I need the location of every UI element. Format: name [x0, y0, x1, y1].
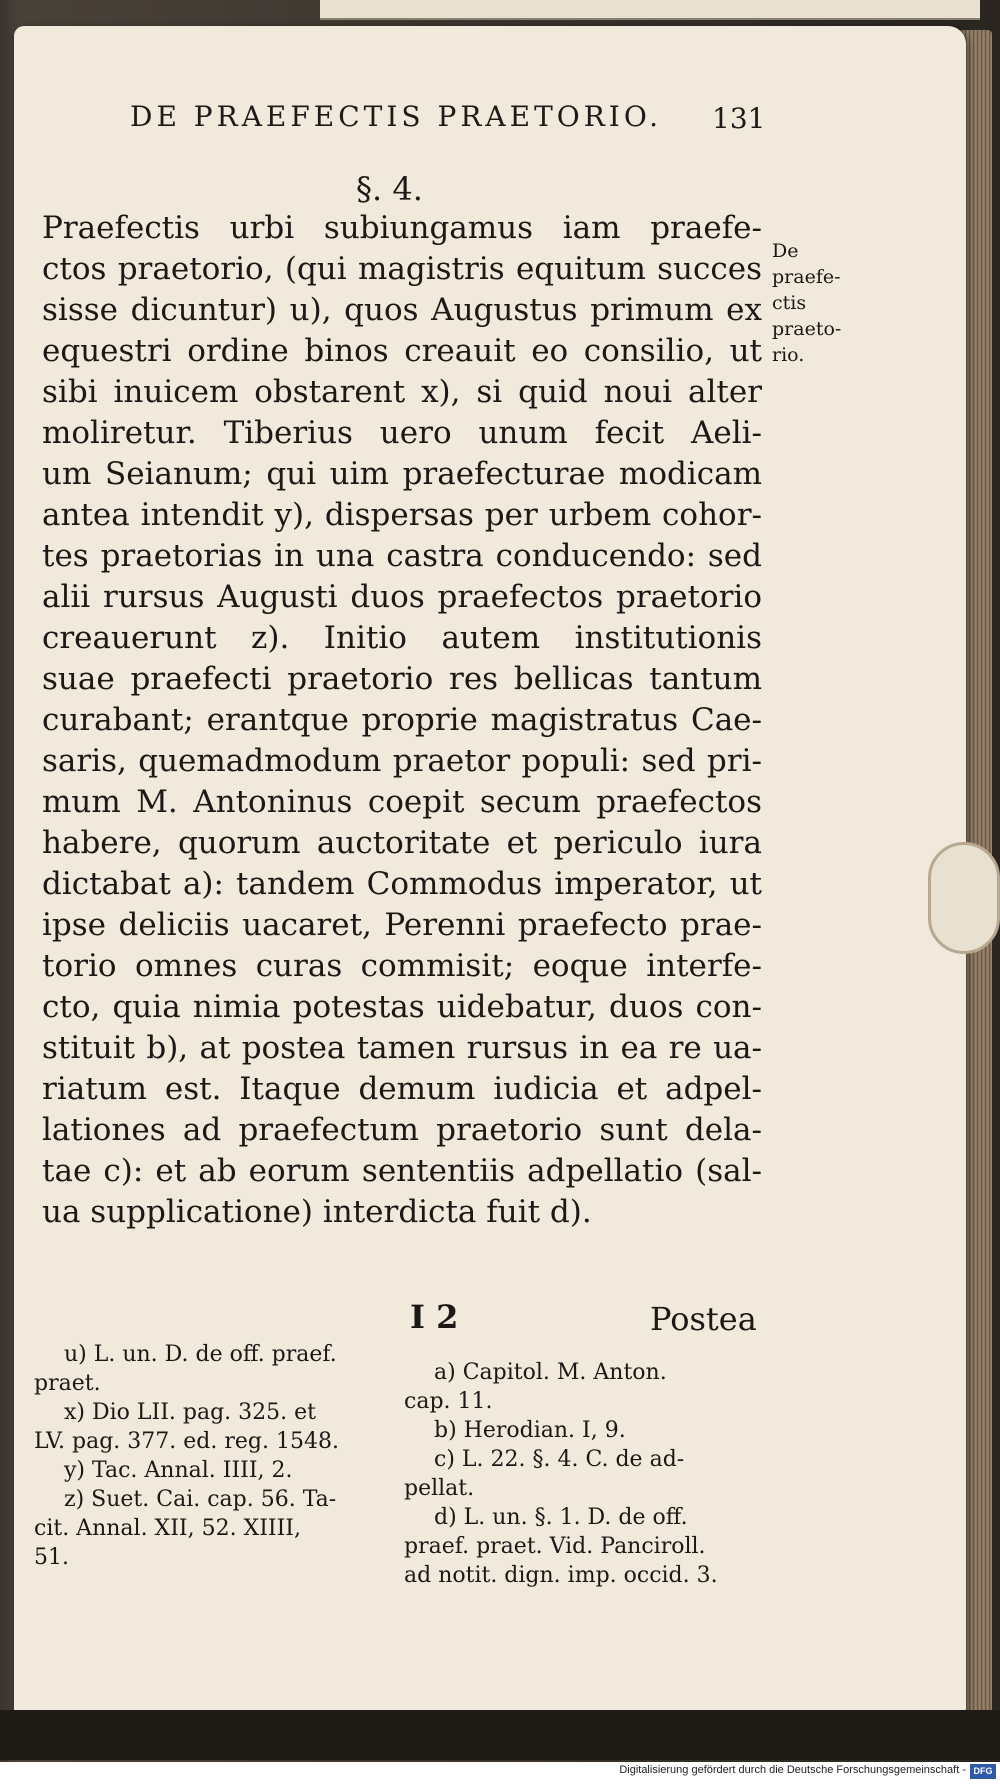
page-clasp	[928, 842, 1000, 954]
body-line: lationes ad praefectum praetorio sunt dela-	[42, 1112, 762, 1148]
footnote-line: praef. praet. Vid. Panciroll.	[404, 1534, 706, 1559]
body-line: cto, quia nimia potestas uidebatur, duos con-	[42, 989, 762, 1025]
page-number: 131	[712, 102, 766, 135]
body-text	[42, 208, 762, 1233]
footnote-line: cit. Annal. XII, 52. XIIII,	[34, 1516, 301, 1541]
body-line: dictabat a): tandem Commodus imperator, ut	[42, 866, 762, 902]
body-line: moliretur. Tiberius uero unum fecit Aeli-	[42, 415, 762, 451]
body-line: sibi inuicem obstarent x), si quid noui alter	[42, 374, 762, 410]
footnote-line: z) Suet. Cai. cap. 56. Ta-	[64, 1487, 337, 1512]
footnotes-left	[34, 1340, 384, 1572]
body-line: um Seianum; qui uim praefecturae modicam	[42, 456, 762, 492]
footnote-line: ad notit. dign. imp. occid. 3.	[404, 1563, 718, 1588]
footnote-line: x) Dio LII. pag. 325. et	[64, 1400, 316, 1425]
body-line: riatum est. Itaque demum iudicia et adpel-	[42, 1071, 762, 1107]
catchword: Postea	[650, 1300, 757, 1338]
dfg-logo: DFG	[970, 1764, 996, 1779]
body-line: curabant; erantque proprie magistratus Cae-	[42, 702, 762, 738]
margin-note-line: rio.	[772, 344, 805, 366]
body-line: antea intendit y), dispersas per urbem cohor-	[42, 497, 762, 533]
body-line: torio omnes curas commisit; eoque interfe-	[42, 948, 762, 984]
next-page-edge	[320, 0, 980, 20]
body-line: sisse dicuntur) u), quos Augustus primum ex	[42, 292, 762, 328]
body-line: creauerunt z). Initio autem institutionis	[42, 620, 762, 656]
footnote-line: c) L. 22. §. 4. C. de ad-	[434, 1447, 685, 1472]
body-line: ipse deliciis uacaret, Perenni praefecto prae-	[42, 907, 762, 943]
section-heading: §. 4.	[356, 170, 423, 208]
body-line: alii rursus Augusti duos praefectos praetorio	[42, 579, 762, 615]
body-line: stituit b), at postea tamen rursus in ea re ua-	[42, 1030, 762, 1066]
body-line: tes praetorias in una castra conducendo: sed	[42, 538, 762, 574]
body-line: habere, quorum auctoritate et periculo iura	[42, 825, 762, 861]
margin-note-line: ctis	[772, 292, 807, 314]
margin-note-line: praeto-	[772, 318, 842, 340]
footnote-line: LV. pag. 377. ed. reg. 1548.	[34, 1429, 339, 1454]
signature-mark: I 2	[410, 1298, 459, 1336]
footer-credit: Digitalisierung gefördert durch die Deutsche Forschungsgemeinschaft -	[619, 1764, 966, 1776]
footnotes-right	[404, 1358, 764, 1590]
body-line: equestri ordine binos creauit eo consilio, ut	[42, 333, 762, 369]
footnote-line: cap. 11.	[404, 1389, 493, 1414]
body-line: suae praefecti praetorio res bellicas tantum	[42, 661, 762, 697]
body-line: ctos praetorio, (qui magistris equitum succes	[42, 251, 762, 287]
footnote-line: praet.	[34, 1371, 101, 1396]
body-line: tae c): et ab eorum sententiis adpellatio (sal-	[42, 1153, 762, 1189]
footnote-line: u) L. un. D. de off. praef.	[64, 1342, 337, 1367]
footnote-line: 51.	[34, 1545, 69, 1570]
footnote-line: b) Herodian. I, 9.	[434, 1418, 626, 1443]
margin-note-line: praefe-	[772, 266, 841, 288]
body-line: ua supplicatione) interdicta fuit d).	[42, 1194, 592, 1230]
footnote-line: d) L. un. §. 1. D. de off.	[434, 1505, 688, 1530]
footnote-line: pellat.	[404, 1476, 475, 1501]
footnote-line: y) Tac. Annal. IIII, 2.	[64, 1458, 293, 1483]
running-head: DE PRAEFECTIS PRAETORIO.	[130, 100, 663, 133]
margin-note	[772, 238, 862, 368]
body-line: mum M. Antoninus coepit secum praefectos	[42, 784, 762, 820]
body-line: Praefectis urbi subiungamus iam praefe-	[42, 210, 762, 246]
margin-note-line: De	[772, 240, 799, 262]
footnote-line: a) Capitol. M. Anton.	[434, 1360, 667, 1385]
scan-bottom-shadow	[0, 1710, 1000, 1760]
body-line: saris, quemadmodum praetor populi: sed pri-	[42, 743, 762, 779]
